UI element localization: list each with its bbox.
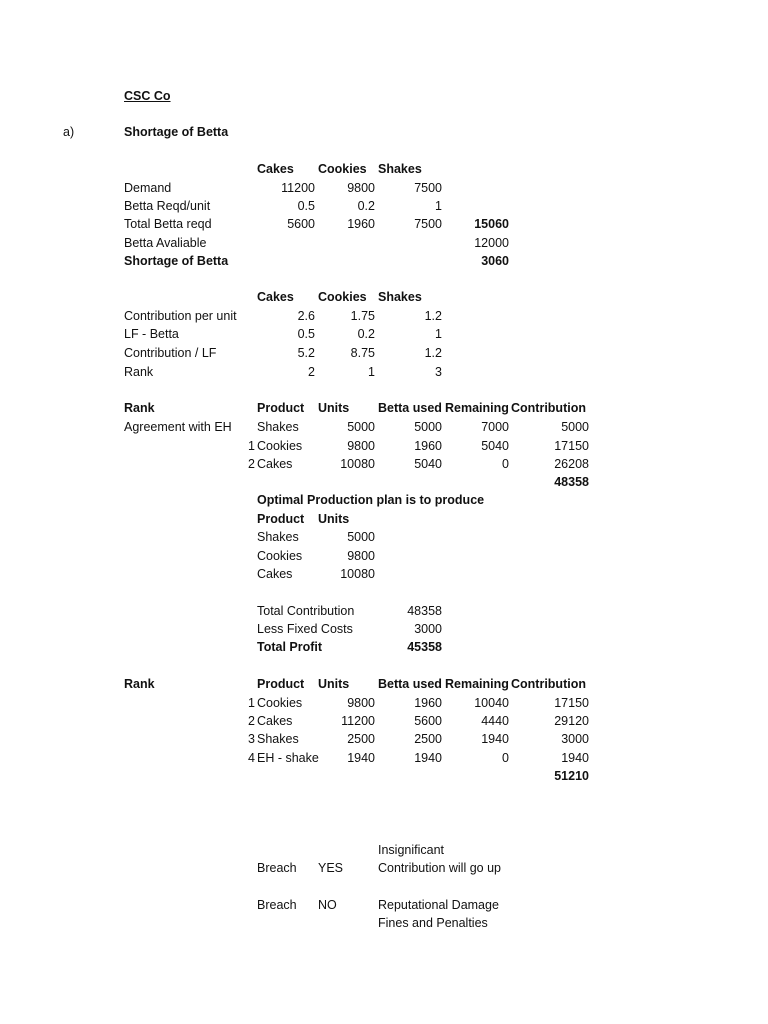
column-header: Shakes <box>378 162 422 176</box>
table-cell: 1940 <box>347 751 375 765</box>
row-label: Betta Avaliable <box>124 236 207 250</box>
page-title: CSC Co <box>124 89 171 103</box>
table-cell: 1940 <box>414 751 442 765</box>
part-a-heading: Shortage of Betta <box>124 125 229 139</box>
table-cell: 5000 <box>347 420 375 434</box>
table-cell: 17150 <box>554 439 589 453</box>
column-header: Cookies <box>318 162 367 176</box>
contribution-total: 48358 <box>554 475 589 489</box>
total-profit-label: Total Profit <box>257 640 323 654</box>
total-contribution-value: 48358 <box>407 604 442 618</box>
table-cell: 5000 <box>561 420 589 434</box>
rank-number: 3 <box>248 732 255 746</box>
column-header: Product <box>257 677 305 691</box>
row-label: Rank <box>124 365 154 379</box>
table-cell: 1960 <box>414 696 442 710</box>
rank-number: 2 <box>248 457 255 471</box>
table-cell: 3000 <box>561 732 589 746</box>
total-betta-required: 15060 <box>474 217 509 231</box>
table-cell: 5600 <box>287 217 315 231</box>
column-header: Cookies <box>318 290 367 304</box>
table-cell: 1 <box>435 327 442 341</box>
table-cell: 5040 <box>414 457 442 471</box>
product-name: Cakes <box>257 714 293 728</box>
table-cell: 2500 <box>414 732 442 746</box>
breach-note: Reputational Damage <box>378 898 499 912</box>
table-cell: 7500 <box>414 181 442 195</box>
row-label: Total Betta reqd <box>124 217 212 231</box>
table-cell: 5040 <box>481 439 509 453</box>
product-name: Shakes <box>257 732 299 746</box>
table-cell: 10080 <box>340 567 375 581</box>
table-cell: 3 <box>435 365 442 379</box>
optimal-heading: Optimal Production plan is to produce <box>257 493 485 507</box>
row-label: LF - Betta <box>124 327 179 341</box>
table-cell: 1 <box>368 365 375 379</box>
rank-number: 1 <box>248 439 255 453</box>
rank-label: Rank <box>124 677 155 691</box>
table-cell: 0.2 <box>357 327 375 341</box>
table-cell: 0.5 <box>297 327 315 341</box>
row-label: Betta Reqd/unit <box>124 199 211 213</box>
product-name: Cookies <box>257 439 303 453</box>
product-name: Cookies <box>257 549 303 563</box>
table-cell: 11200 <box>341 714 375 728</box>
breach-label: Breach <box>257 861 297 875</box>
breach-note: Contribution will go up <box>378 861 501 875</box>
column-header: Units <box>318 512 350 526</box>
column-header: Contribution <box>511 401 586 415</box>
rank-number: 4 <box>248 751 255 765</box>
row-label: Agreement with EH <box>124 420 232 434</box>
table-cell: 2.6 <box>297 309 315 323</box>
part-a-label: a) <box>63 125 75 139</box>
table-cell: 29120 <box>554 714 589 728</box>
breach-answer: NO <box>318 898 337 912</box>
rank-number: 1 <box>248 696 255 710</box>
table-cell: 7500 <box>414 217 442 231</box>
table-cell: 1 <box>435 199 442 213</box>
column-header: Units <box>318 401 350 415</box>
column-header: Shakes <box>378 290 422 304</box>
table-cell: 5.2 <box>297 346 315 360</box>
table-cell: 11200 <box>281 181 315 195</box>
product-name: Cookies <box>257 696 303 710</box>
row-label: Shortage of Betta <box>124 254 229 268</box>
table-cell: 8.75 <box>350 346 375 360</box>
fixed-costs-label: Less Fixed Costs <box>257 622 353 636</box>
row-label: Demand <box>124 181 172 195</box>
table-cell: 0 <box>502 457 509 471</box>
table-cell: 5600 <box>414 714 442 728</box>
table-cell: 10040 <box>474 696 509 710</box>
table-cell: 1960 <box>347 217 375 231</box>
row-label: Contribution / LF <box>124 346 217 360</box>
table-cell: 0.5 <box>297 199 315 213</box>
table-cell: 26208 <box>554 457 589 471</box>
column-header: Betta used <box>378 677 442 691</box>
contribution-total: 51210 <box>554 769 589 783</box>
total-contribution-label: Total Contribution <box>257 604 355 618</box>
product-name: Shakes <box>257 420 299 434</box>
breach-note: Insignificant <box>378 843 445 857</box>
table-cell: 5000 <box>414 420 442 434</box>
table-cell: 17150 <box>554 696 589 710</box>
table-cell: 9800 <box>347 696 375 710</box>
column-header: Remaining <box>445 401 509 415</box>
table-cell: 1.2 <box>424 309 442 323</box>
table-cell: 0.2 <box>357 199 375 213</box>
product-name: EH - shake <box>257 751 319 765</box>
table-cell: 2 <box>308 365 315 379</box>
table-cell: 0 <box>502 751 509 765</box>
betta-available: 12000 <box>474 236 509 250</box>
breach-note: Fines and Penalties <box>378 916 488 930</box>
product-name: Cakes <box>257 567 293 581</box>
column-header: Remaining <box>445 677 509 691</box>
column-header: Contribution <box>511 677 586 691</box>
table-cell: 9800 <box>347 439 375 453</box>
rank-number: 2 <box>248 714 255 728</box>
column-header: Units <box>318 677 350 691</box>
total-profit-value: 45358 <box>407 640 442 654</box>
shortage-total: 3060 <box>481 254 509 268</box>
rank-label: Rank <box>124 401 155 415</box>
table-cell: 10080 <box>340 457 375 471</box>
table-cell: 1960 <box>414 439 442 453</box>
product-name: Shakes <box>257 530 299 544</box>
column-header: Cakes <box>257 162 294 176</box>
table-cell: 7000 <box>481 420 509 434</box>
table-cell: 5000 <box>347 530 375 544</box>
table-cell: 4440 <box>481 714 509 728</box>
column-header: Cakes <box>257 290 294 304</box>
breach-label: Breach <box>257 898 297 912</box>
table-cell: 9800 <box>347 181 375 195</box>
table-cell: 2500 <box>347 732 375 746</box>
table-cell: 1940 <box>561 751 589 765</box>
fixed-costs-value: 3000 <box>414 622 442 636</box>
table-cell: 9800 <box>347 549 375 563</box>
table-cell: 1940 <box>481 732 509 746</box>
row-label: Contribution per unit <box>124 309 237 323</box>
column-header: Betta used <box>378 401 442 415</box>
column-header: Product <box>257 401 305 415</box>
table-cell: 1.75 <box>350 309 375 323</box>
breach-answer: YES <box>318 861 344 875</box>
column-header: Product <box>257 512 305 526</box>
product-name: Cakes <box>257 457 293 471</box>
table-cell: 1.2 <box>424 346 442 360</box>
